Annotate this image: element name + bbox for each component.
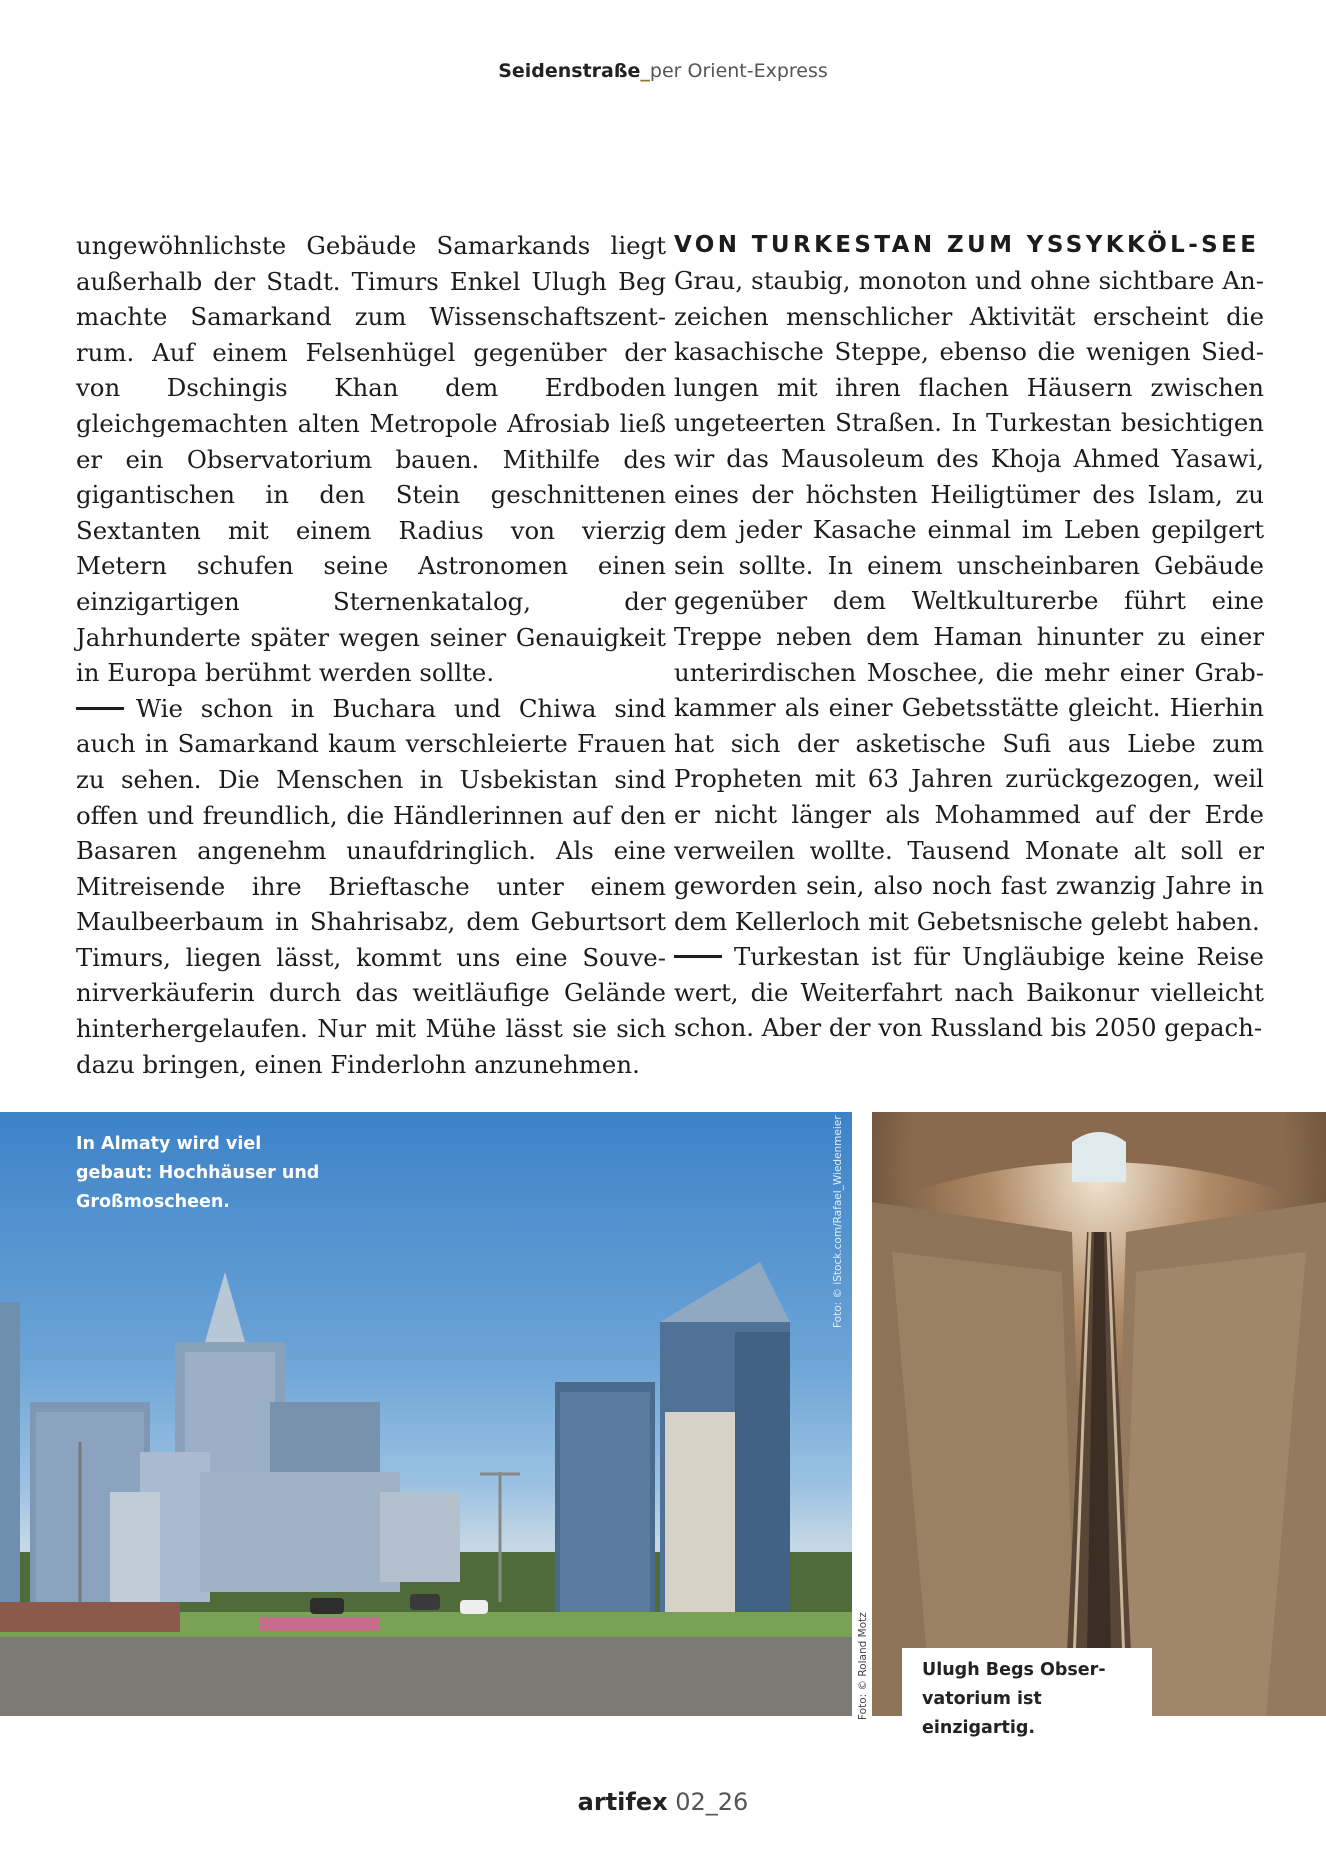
observatory-photo-credit: Foto: © Roland Motz [857, 1612, 869, 1720]
almaty-photo-caption: In Almaty wird viel gebaut: Hochhäuser und Großmoscheen. [76, 1134, 320, 1212]
paragraph-dash [76, 707, 124, 710]
running-head [0, 60, 1326, 82]
paragraph-dash [674, 955, 722, 958]
body-paragraph-with-dash [674, 939, 1264, 1046]
observatory-photo [872, 1112, 1326, 1716]
body-paragraph-with-dash [76, 691, 666, 1083]
page-number: 26 [717, 1788, 749, 1816]
left-text-column [76, 228, 666, 1082]
body-paragraph: ungewöhnlichste Gebäude Samarkands liegt außerhalb der Stadt. Timurs Enkel Ulugh Beg machte Samarkand zum Wissenschaftszentrum. Auf einem Felsenhügel gegenüber der von Dschingis Khan dem Erdboden gleichgemachten alten Metropole Afrosiab ließ er ein Observatorium bauen. Mithilfe des gigantischen in den Stein geschnittenen Sextanten mit einem Radius von vierzig Metern schufen seine Astronomen einen einzigartigen Sternenkatalog, der Jahrhunderte später wegen seiner Genauigkeit in Europa berühmt werden sollte. [76, 231, 666, 688]
right-text-column [674, 228, 1264, 1046]
body-paragraph-text: Turkestan ist für Ungläubige keine Reise wert, die Weiterfahrt nach Baikonur vielleicht schon. Aber der von Russland bis 2050 gepach- [674, 942, 1264, 1043]
section-subtitle: per Orient-Express [649, 60, 828, 82]
section-heading: VON TURKESTAN ZUM YSSYKKÖL-SEE [674, 232, 1260, 258]
footer-separator: _ [705, 1788, 718, 1816]
section-title: Seidenstraße [498, 60, 641, 82]
magazine-brand: artifex [577, 1788, 668, 1816]
body-paragraph-text: Wie schon in Buchara und Chiwa sind auch in Samarkand kaum verschleierte Frauen zu sehen. Die Menschen in Usbekistan sind offen und freundlich, die Händlerinnen auf den Basaren angenehm unaufdringlich. Als eine Mitreisende ihre Brieftasche unter einem Maulbeerbaum in Shahrisabz, dem Geburtsort Timurs, liegen lässt, kommt uns eine Souvenirverkäuferin durch das weitläufige Gelände hinterhergelaufen. Nur mit Mühe lässt sie sich dazu bringen, einen Finderlohn anzunehmen. [76, 693, 666, 1079]
body-paragraph: Grau, staubig, monoton und ohne sichtbare Anzeichen menschlicher Aktivität erscheint die kasachische Steppe, ebenso die wenigen Siedlungen mit ihren flachen Häusern zwischen ungeteerten Straßen. In Turkestan besichtigen wir das Mausoleum des Khoja Ahmed Yasawi, eines der höchsten Heiligtümer des Islam, zu dem jeder Kasache einmal im Leben gepilgert sein sollte. In einem unscheinbaren Gebäude gegenüber dem Weltkulturerbe führt eine Treppe neben dem Haman hinunter zu einer unterirdischen Moschee, die mehr einer Grabkammer als einer Gebetsstätte gleicht. Hierhin hat sich der asketische Sufi aus Liebe zum Propheten mit 63 Jahren zurückgezogen, weil er nicht länger als Mohammed auf der Erde verweilen wollte. Tausend Monate alt soll er geworden sein, also noch fast zwanzig Jahre in dem Kellerloch mit Gebetsnische gelebt haben. [674, 266, 1264, 936]
observatory-photo-caption: Ulugh Begs Observatorium ist einzigartig. [922, 1660, 1106, 1738]
title-separator: _ [640, 60, 650, 82]
issue-number: 02 [675, 1788, 706, 1816]
observatory-tunnel-illustration [872, 1112, 1326, 1716]
page-footer [0, 1788, 1326, 1816]
almaty-photo-credit: Foto: © iStock.com/Rafael_Wiedenmeier [832, 1115, 844, 1328]
